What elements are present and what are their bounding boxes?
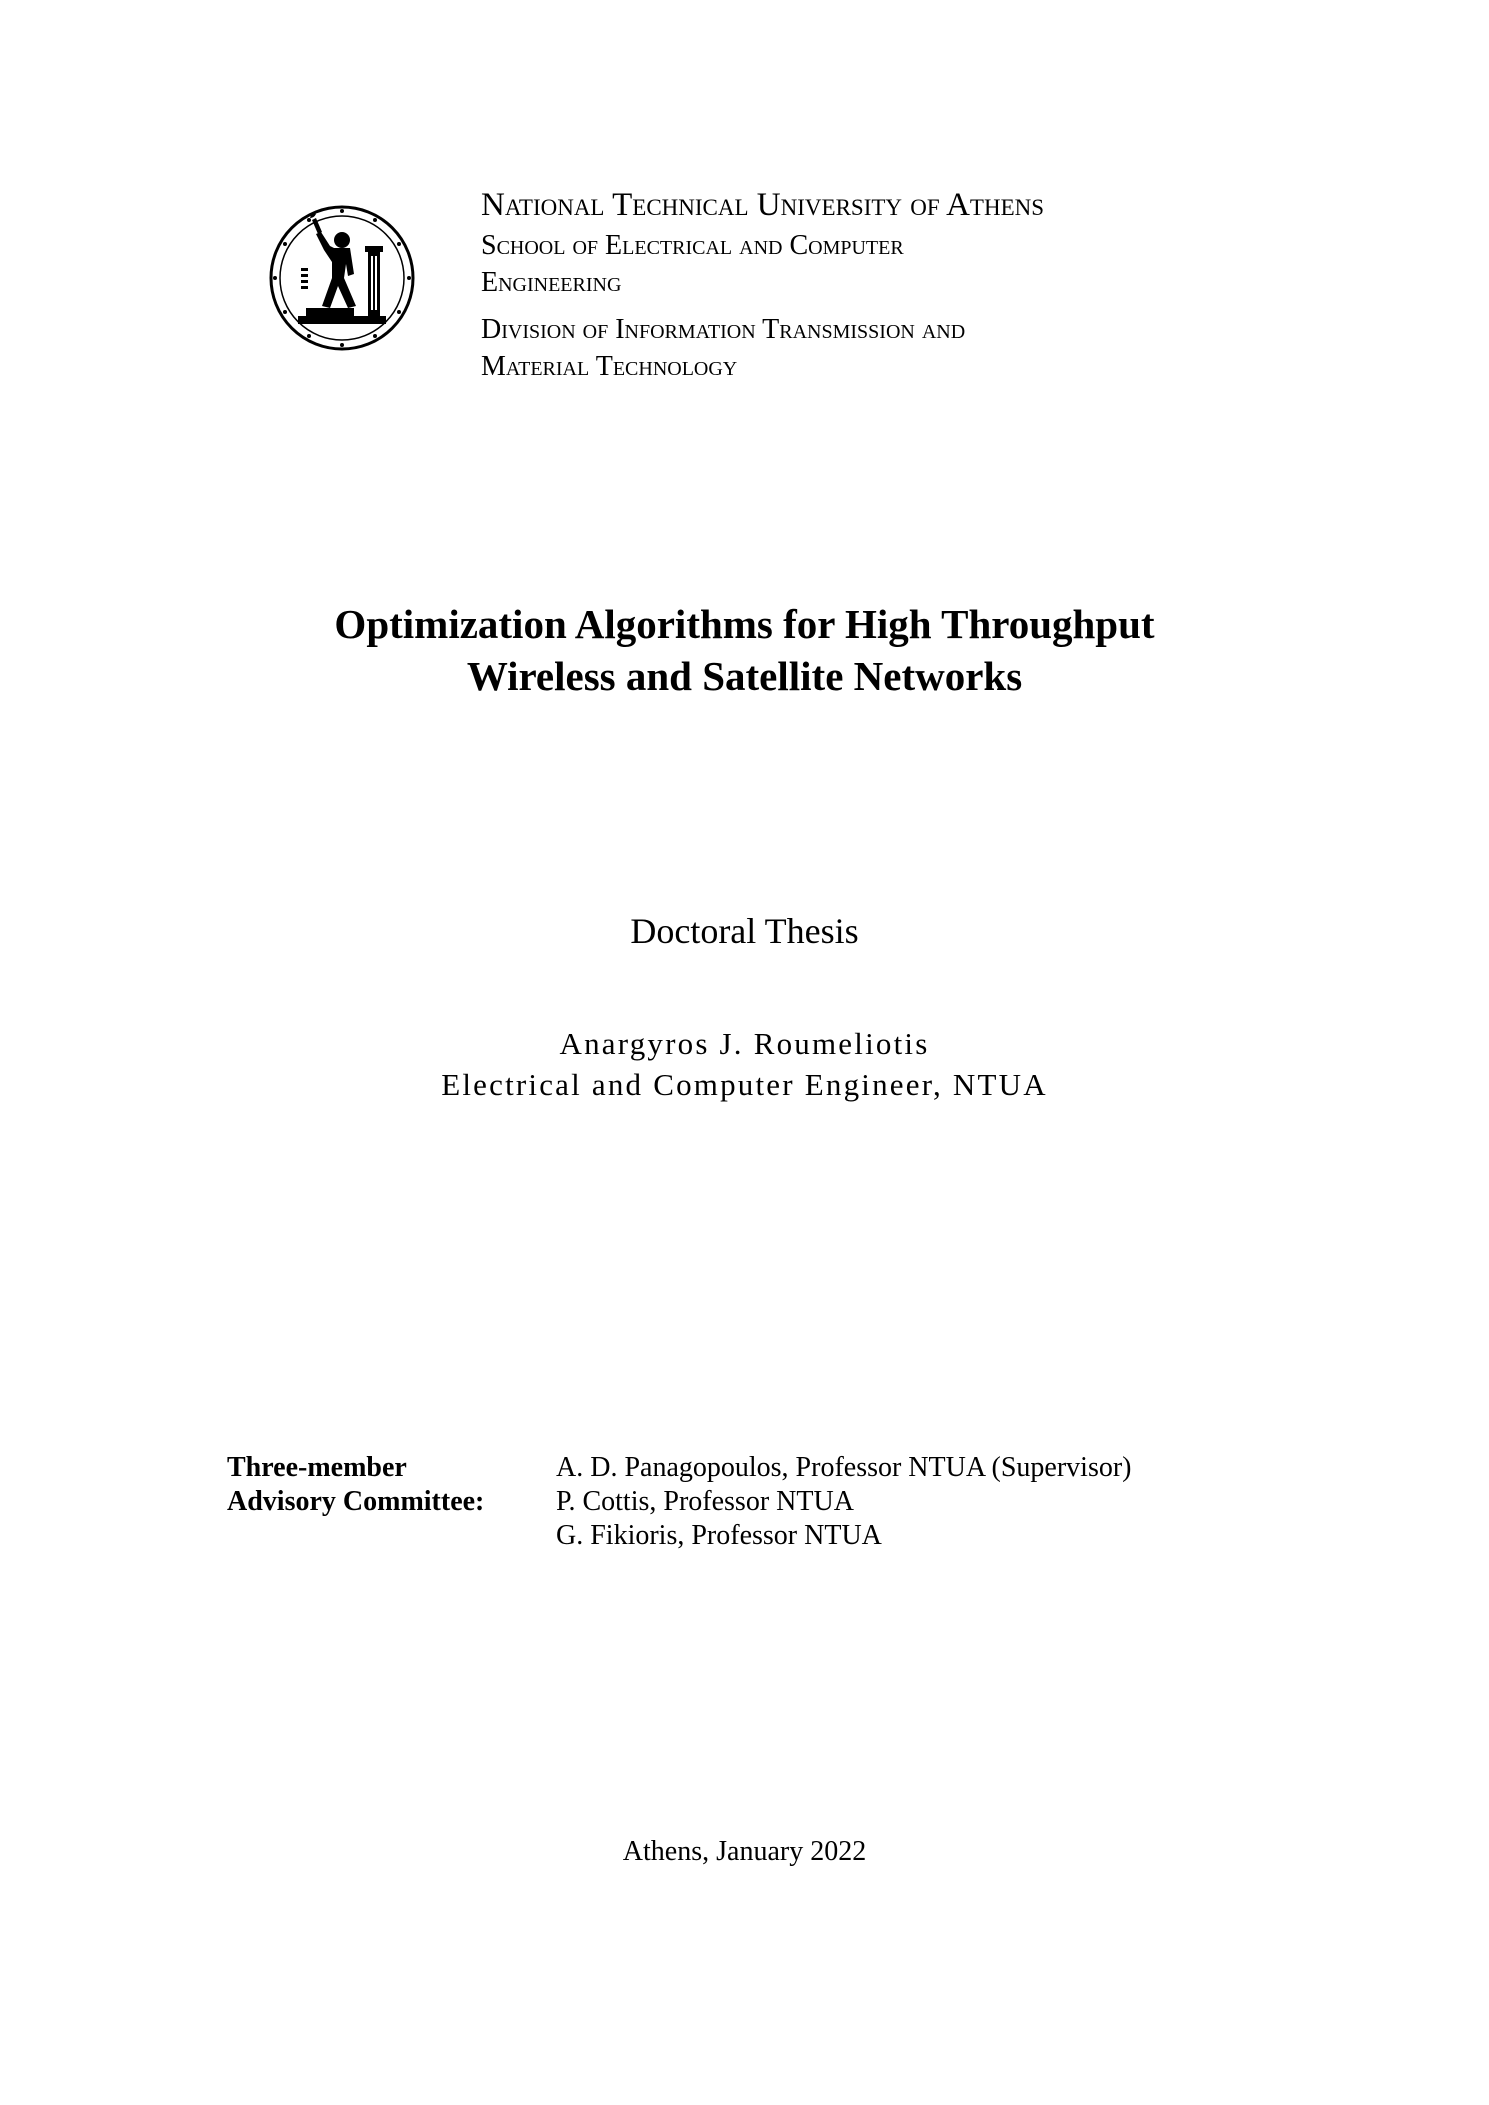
committee-member: P. Cottis, Professor NTUA <box>556 1486 854 1517</box>
author-name: Anargyros J. Roumeliotis <box>559 1026 930 1061</box>
committee-label <box>227 1451 527 1519</box>
committee-member: A. D. Panagopoulos, Professor NTUA (Supervisor) <box>556 1452 1132 1483</box>
place-date: Athens, January 2022 <box>622 1836 867 1867</box>
committee-member: G. Fikioris, Professor NTUA <box>556 1520 882 1551</box>
thesis-title <box>0 598 1489 702</box>
school-name-line1: School of Electrical and Computer <box>481 230 904 261</box>
committee-label-line2: Advisory Committee: <box>227 1486 485 1517</box>
division-name <box>481 311 1161 385</box>
document-type: Doctoral Thesis <box>630 911 859 951</box>
division-name-line2: Material Technology <box>481 351 738 382</box>
school-name-line2: Engineering <box>481 267 622 298</box>
committee-label-line1: Three-member <box>227 1452 407 1483</box>
ntua-seal-icon <box>268 204 416 352</box>
university-name: National Technical University of Athens <box>481 187 1045 223</box>
author-block <box>0 1023 1489 1105</box>
author-credentials: Electrical and Computer Engineer, NTUA <box>441 1067 1048 1102</box>
thesis-title-line1: Optimization Algorithms for High Throughput <box>334 601 1155 647</box>
school-name <box>481 227 1081 301</box>
committee-members <box>556 1451 1276 1553</box>
institution-header <box>481 183 1241 385</box>
thesis-title-line2: Wireless and Satellite Networks <box>466 653 1023 699</box>
division-name-line1: Division of Information Transmission and <box>481 314 966 345</box>
